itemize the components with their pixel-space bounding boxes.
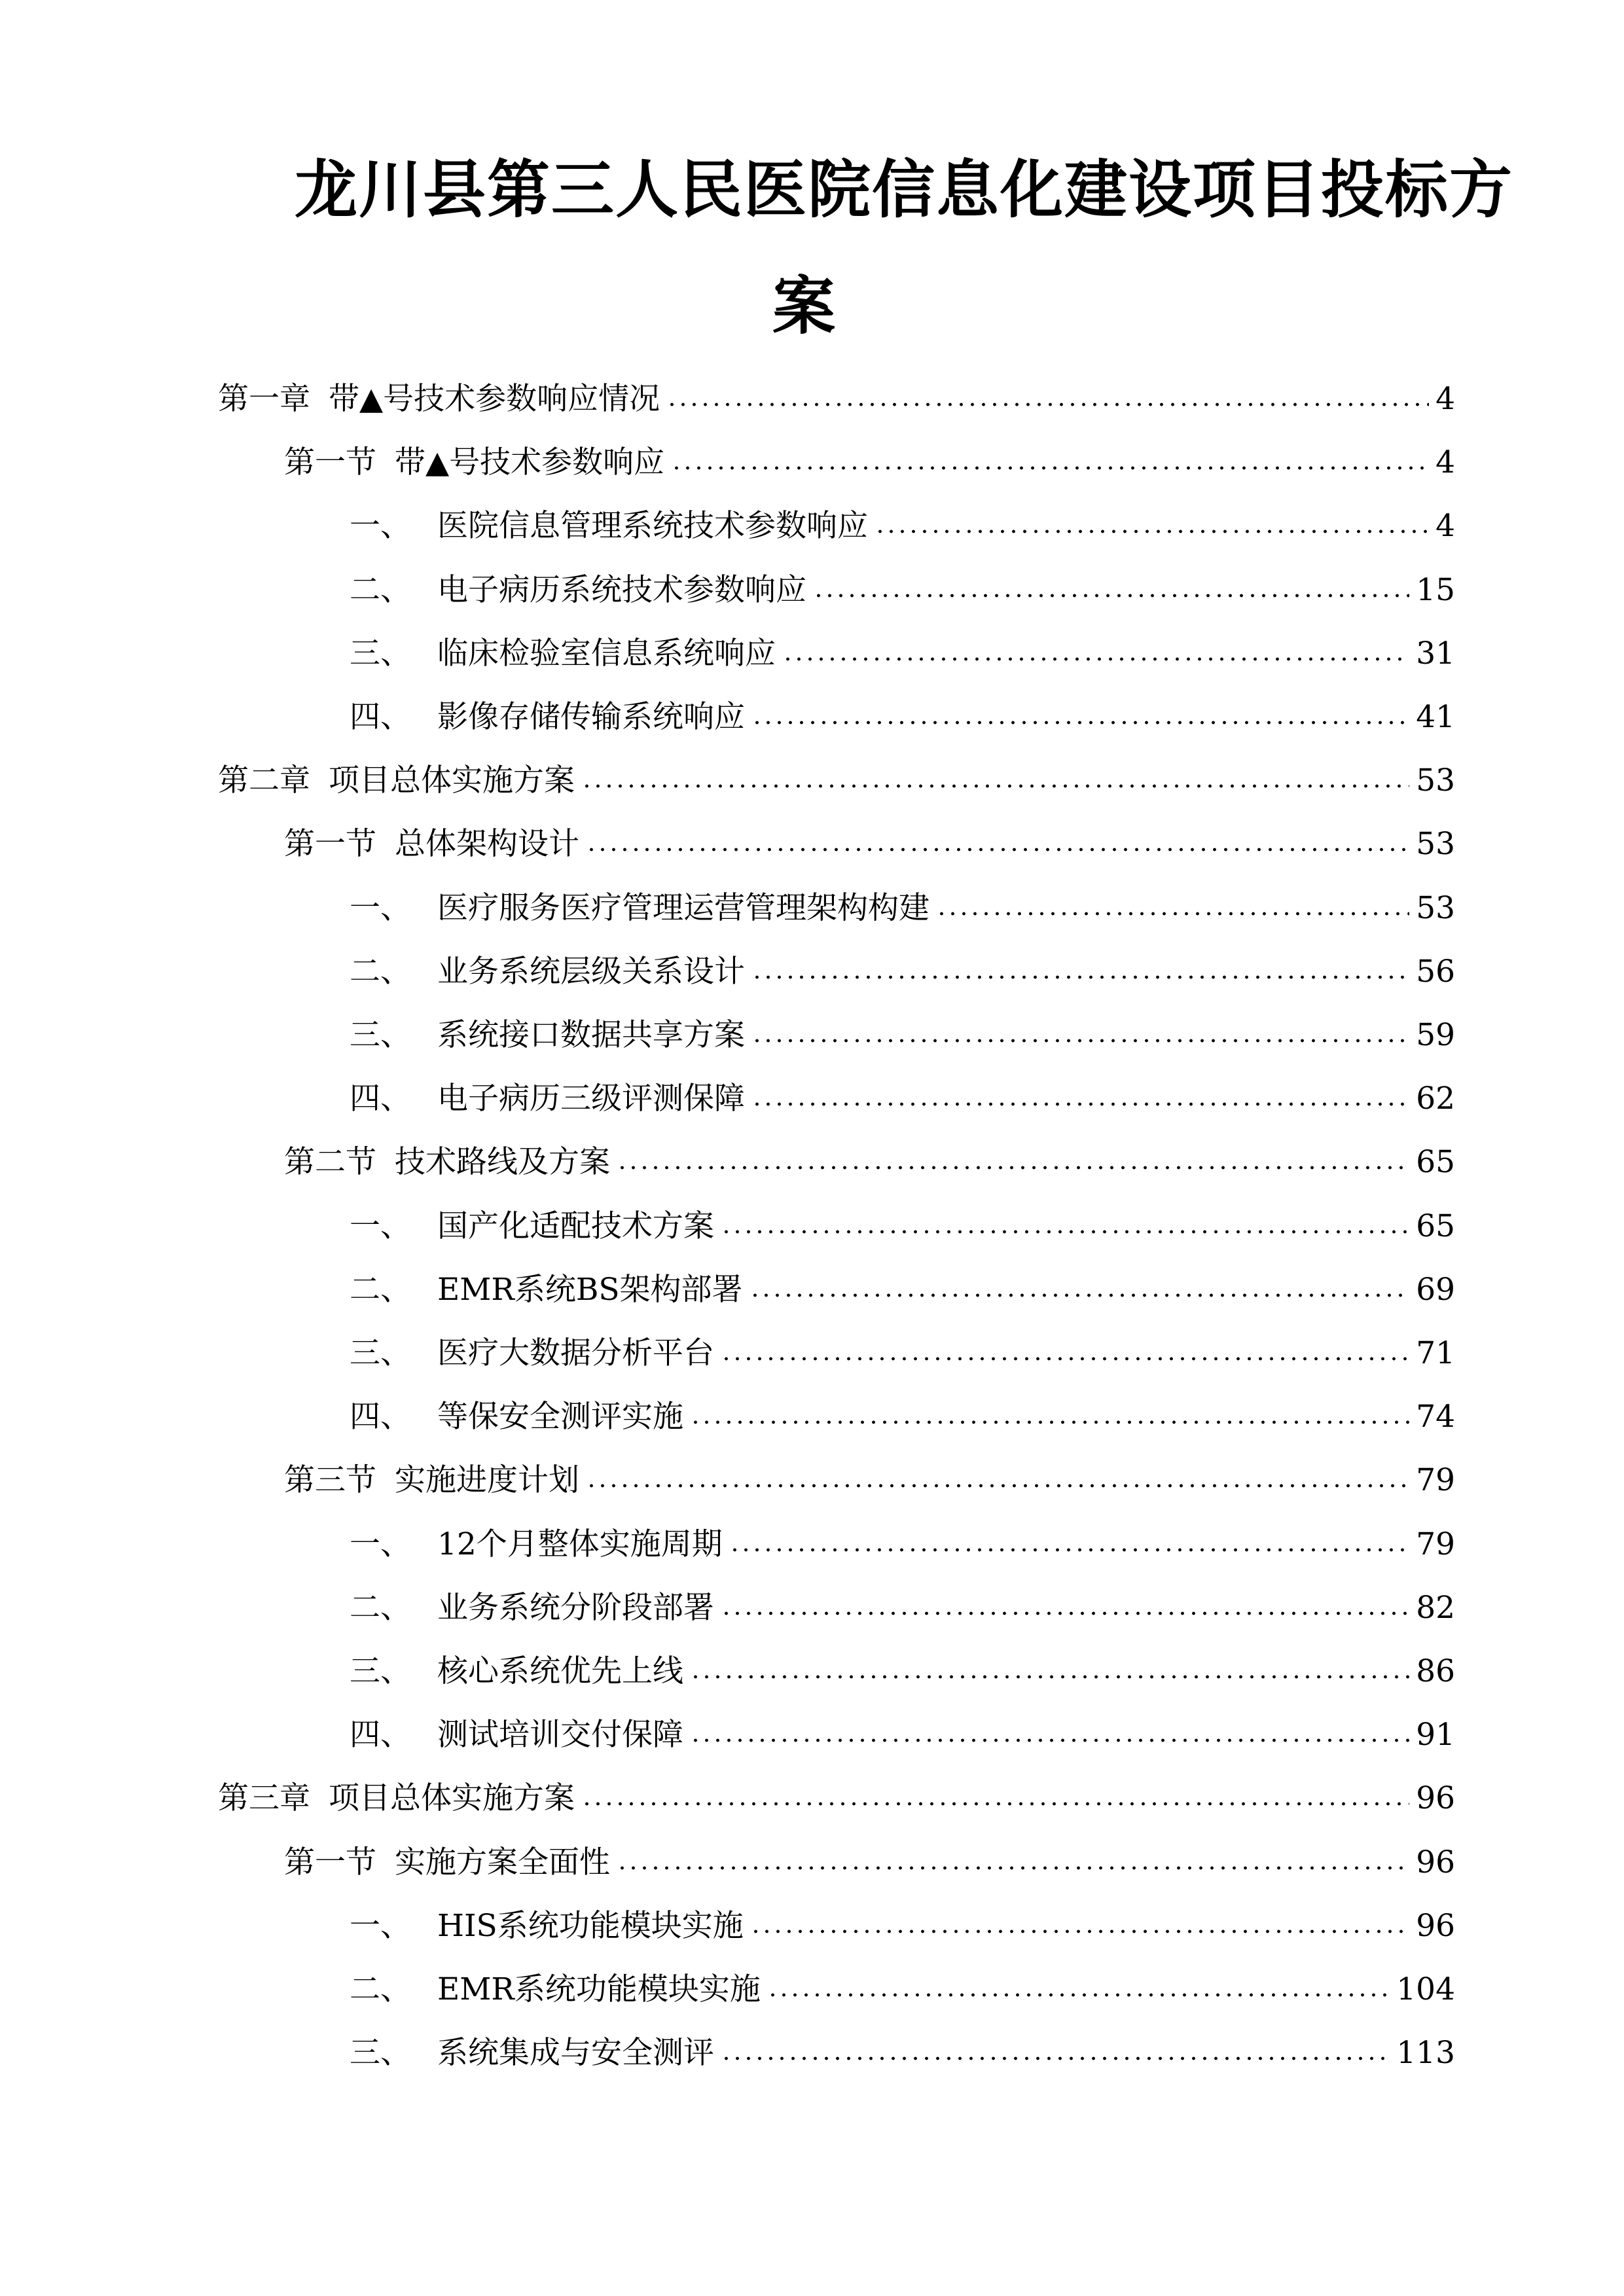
toc-entry-number: 三、 [350,1017,411,1053]
toc-entry-page-number: 96 [1416,1907,1455,1944]
toc-entry-number: 二、 [350,953,411,990]
toc-entry-number: 第一节 [284,826,376,863]
toc-entry[interactable] [350,1207,1455,1246]
toc-entry-label: 电子病历系统技术参数响应 [437,571,806,608]
toc-entry-page-number: 4 [1435,381,1455,417]
toc-entry-page-number: 96 [1416,1844,1455,1880]
toc-dot-leader [617,1864,1409,1872]
toc-dot-leader [729,1546,1409,1554]
toc-entry[interactable] [350,507,1455,546]
toc-dot-leader [721,1609,1409,1617]
toc-entry-page-number: 82 [1416,1589,1455,1626]
toc-entry-page-number: 62 [1416,1081,1455,1117]
toc-entry-number: 四、 [350,1399,411,1435]
toc-entry[interactable] [218,1779,1455,1818]
toc-entry[interactable] [218,380,1455,419]
toc-entry-number: 一、 [350,508,411,545]
toc-dot-leader [581,782,1409,790]
document-title-line-2: 案 [772,269,835,343]
toc-entry[interactable] [350,1588,1455,1628]
toc-entry-label: 等保安全测评实施 [437,1399,683,1435]
toc-dot-leader [690,1736,1409,1744]
toc-entry[interactable] [284,1143,1455,1182]
toc-entry-label: 核心系统优先上线 [437,1653,683,1689]
toc-entry-number: 二、 [350,1589,411,1626]
toc-entry-label: 带▲号技术参数响应情况 [329,381,660,417]
toc-entry[interactable] [284,443,1455,482]
toc-dot-leader [749,1291,1410,1299]
toc-entry-page-number: 69 [1416,1271,1455,1308]
toc-entry-page-number: 53 [1416,889,1455,926]
toc-entry-number: 四、 [350,1717,411,1753]
toc-entry-label: 医疗服务医疗管理运营管理架构构建 [437,889,929,926]
toc-entry-number: 二、 [350,1971,411,2007]
toc-entry-number: 第一节 [284,444,376,481]
toc-entry-number: 三、 [350,635,411,672]
toc-entry[interactable] [350,1016,1455,1055]
toc-entry-number: 第三章 [218,1780,310,1817]
toc-entry-page-number: 71 [1416,1335,1455,1371]
toc-entry-page-number: 79 [1416,1526,1455,1562]
toc-entry-page-number: 104 [1396,1971,1455,2007]
toc-dot-leader [782,655,1409,663]
toc-entry-number: 三、 [350,2035,411,2072]
toc-entry-page-number: 86 [1416,1653,1455,1689]
toc-entry-label: 项目总体实施方案 [329,762,575,799]
toc-entry-number: 四、 [350,699,411,735]
toc-dot-leader [751,719,1409,726]
toc-entry[interactable] [350,698,1455,737]
toc-dot-leader [671,464,1429,472]
toc-entry[interactable] [350,1715,1455,1755]
toc-entry-page-number: 53 [1416,762,1455,799]
toc-entry-label: EMR系统功能模块实施 [437,1971,761,2007]
toc-dot-leader [751,1100,1409,1108]
toc-entry-number: 一、 [350,889,411,926]
toc-dot-leader [751,1037,1409,1045]
toc-entry-label: 业务系统层级关系设计 [437,953,745,990]
toc-entry-number: 一、 [350,1907,411,1944]
toc-entry-label: 医院信息管理系统技术参数响应 [437,508,868,545]
toc-entry[interactable] [284,1843,1455,1882]
toc-entry[interactable] [218,761,1455,800]
toc-entry-label: 系统接口数据共享方案 [437,1017,745,1053]
toc-dot-leader [690,1673,1409,1681]
toc-dot-leader [586,846,1409,853]
toc-entry-label: 12个月整体实施周期 [437,1526,723,1562]
toc-entry-page-number: 96 [1416,1780,1455,1817]
toc-dot-leader [936,910,1409,918]
toc-entry-label: 电子病历三级评测保障 [437,1081,745,1117]
toc-entry-label: 国产化适配技术方案 [437,1208,714,1244]
toc-entry-page-number: 41 [1416,699,1455,735]
toc-entry[interactable] [350,1970,1455,2009]
toc-entry-page-number: 59 [1416,1017,1455,1053]
toc-entry-label: 项目总体实施方案 [329,1780,575,1817]
toc-entry-label: 技术路线及方案 [395,1144,610,1181]
toc-entry-number: 第二节 [284,1144,376,1181]
toc-entry[interactable] [350,1397,1455,1437]
toc-entry-page-number: 65 [1416,1208,1455,1244]
toc-entry-label: 业务系统分阶段部署 [437,1589,714,1626]
toc-dot-leader [721,2054,1390,2062]
toc-entry-label: EMR系统BS架构部署 [437,1271,743,1308]
toc-entry-number: 一、 [350,1208,411,1244]
toc-entry-number: 第一章 [218,381,310,417]
toc-entry-label: 医疗大数据分析平台 [437,1335,714,1371]
toc-entry-page-number: 65 [1416,1144,1455,1181]
toc-entry-page-number: 15 [1416,571,1455,608]
toc-entry-page-number: 4 [1435,508,1455,545]
toc-entry[interactable] [350,2034,1455,2073]
toc-entry[interactable] [350,952,1455,992]
toc-dot-leader [586,1482,1409,1490]
toc-entry-page-number: 56 [1416,953,1455,990]
document-title-line-1: 龙川县第三人民医院信息化建设项目投标方 [295,152,1513,226]
toc-entry-label: 实施方案全面性 [395,1844,610,1880]
toc-dot-leader [721,1355,1409,1363]
toc-dot-leader [813,592,1409,600]
toc-entry-label: 系统集成与安全测评 [437,2035,714,2072]
toc-entry[interactable] [284,1461,1455,1500]
toc-entry-number: 一、 [350,1526,411,1562]
toc-entry-label: 临床检验室信息系统响应 [437,635,776,672]
toc-entry-number: 二、 [350,1271,411,1308]
toc-entry[interactable] [350,1652,1455,1691]
toc-entry-page-number: 91 [1416,1717,1455,1753]
toc-entry-number: 第二章 [218,762,310,799]
toc-entry[interactable] [350,1525,1455,1564]
toc-entry-label: 实施进度计划 [395,1462,579,1499]
toc-entry[interactable] [350,634,1455,673]
toc-dot-leader [751,973,1409,981]
toc-entry-label: 测试培训交付保障 [437,1717,683,1753]
toc-entry-label: 带▲号技术参数响应 [395,444,665,481]
toc-dot-leader [721,1228,1409,1236]
toc-dot-leader [750,1928,1409,1935]
toc-dot-leader [617,1164,1409,1172]
toc-entry[interactable] [350,1334,1455,1373]
toc-entry-number: 二、 [350,571,411,608]
toc-entry[interactable] [350,1907,1455,1946]
toc-entry-page-number: 74 [1416,1399,1455,1435]
toc-entry-page-number: 79 [1416,1462,1455,1499]
toc-entry-page-number: 53 [1416,826,1455,863]
toc-entry-number: 四、 [350,1081,411,1117]
toc-entry-label: 影像存储传输系统响应 [437,699,745,735]
toc-entry-number: 第一节 [284,1844,376,1880]
toc-entry-page-number: 113 [1396,2035,1455,2072]
toc-entry[interactable] [284,825,1455,864]
toc-dot-leader [690,1418,1409,1426]
toc-entry-number: 三、 [350,1335,411,1371]
toc-entry-number: 第三节 [284,1462,376,1499]
toc-entry[interactable] [350,571,1455,610]
toc-entry[interactable] [350,1270,1455,1310]
toc-entry-page-number: 31 [1416,635,1455,672]
toc-dot-leader [767,1991,1390,1999]
toc-dot-leader [581,1800,1409,1808]
toc-dot-leader [875,528,1429,535]
toc-entry-label: HIS系统功能模块实施 [437,1907,744,1944]
toc-entry-label: 总体架构设计 [395,826,579,863]
toc-entry-page-number: 4 [1435,444,1455,481]
toc-entry[interactable] [350,1079,1455,1119]
toc-entry[interactable] [350,889,1455,928]
toc-dot-leader [666,401,1429,408]
toc-entry-number: 三、 [350,1653,411,1689]
